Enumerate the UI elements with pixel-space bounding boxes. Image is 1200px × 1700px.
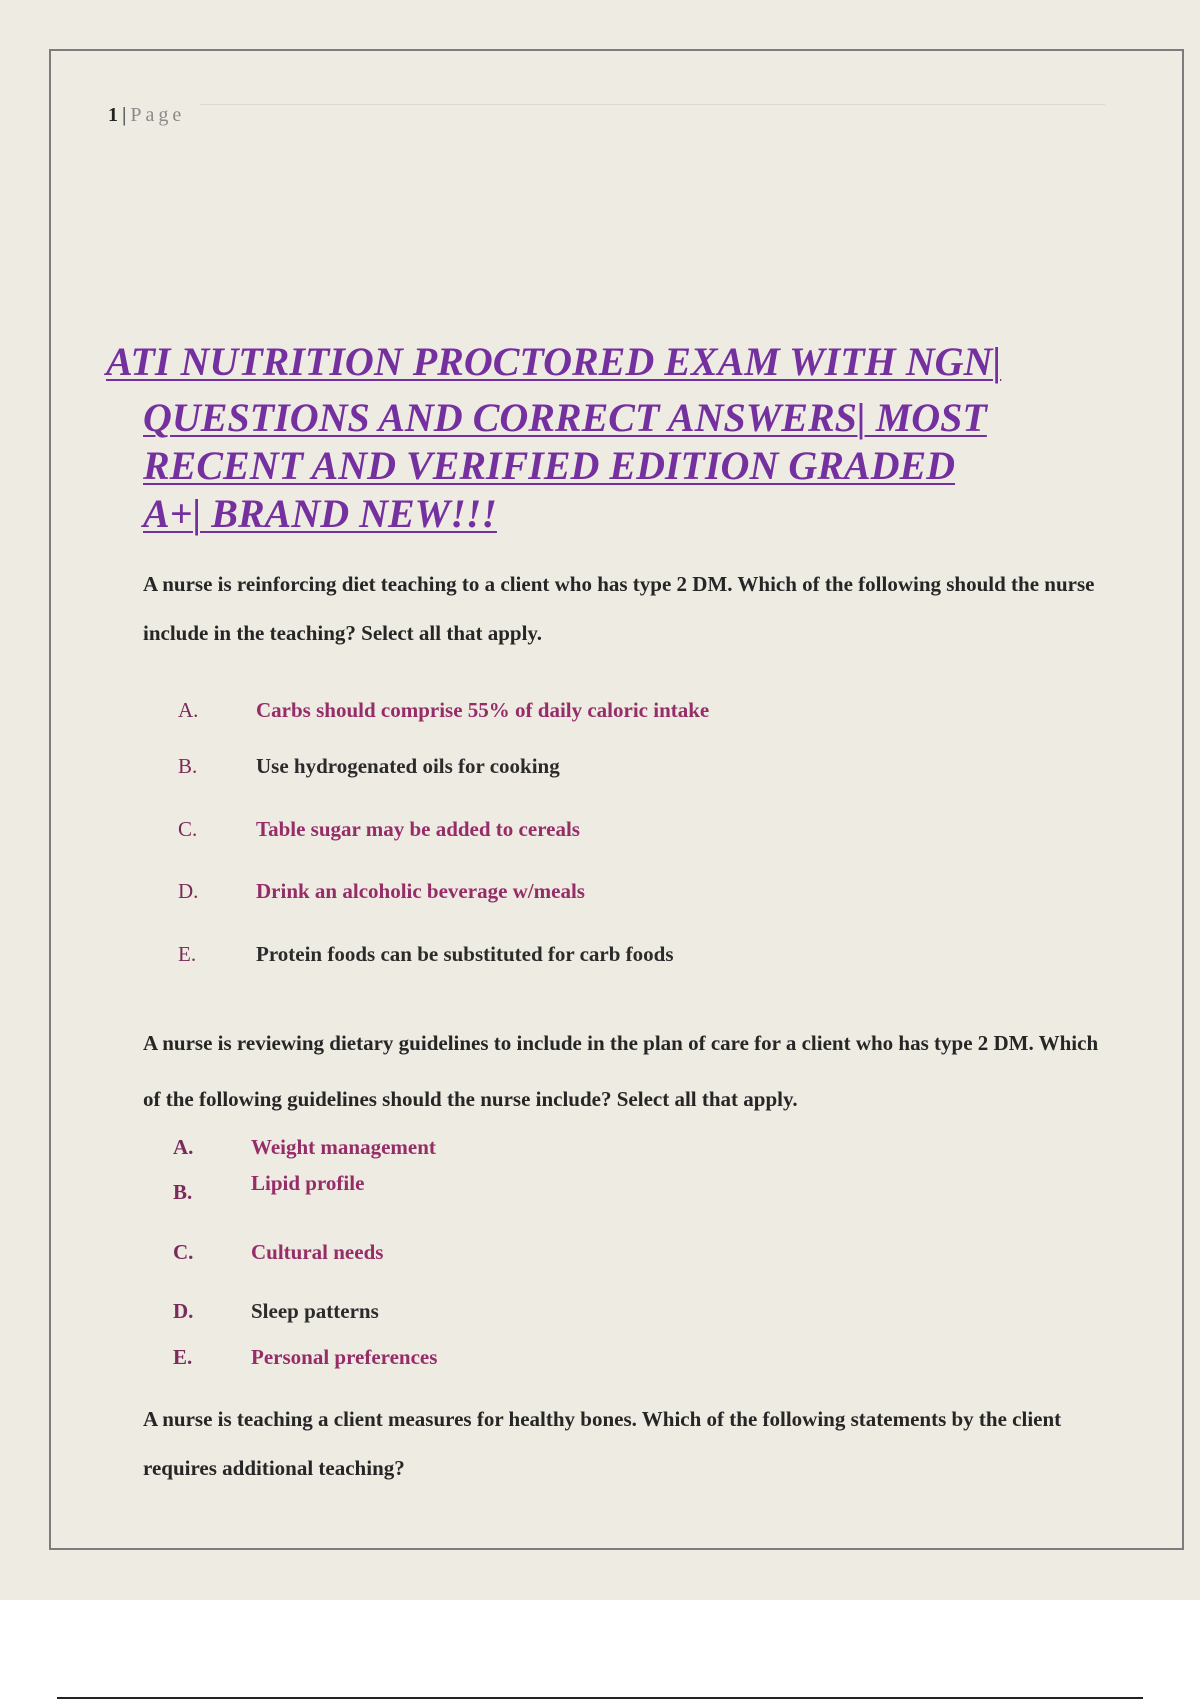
- option-text: Cultural needs: [251, 1240, 384, 1264]
- option-letter: A.: [178, 698, 199, 722]
- title-line-1: ATI NUTRITION PROCTORED EXAM WITH NGN|: [106, 339, 1002, 384]
- page-number: 1: [108, 104, 118, 126]
- title-line-2: QUESTIONS AND CORRECT ANSWERS| MOST: [143, 395, 987, 440]
- page-border: [49, 49, 1184, 1550]
- page-label: Page: [130, 104, 186, 126]
- question-1-text: A nurse is reinforcing diet teaching to a client who has type 2 DM. Which of the following should the nurse include in the teaching? Select all that apply.: [143, 572, 1095, 645]
- option-letter: B.: [178, 754, 198, 778]
- option-text: Protein foods can be substituted for carb foods: [256, 942, 674, 966]
- question-3-text: A nurse is teaching a client measures for healthy bones. Which of the following statements by the client requires additional teaching?: [143, 1407, 1062, 1480]
- option-text: Carbs should comprise 55% of daily caloric intake: [256, 698, 710, 722]
- header-separator: |: [122, 104, 127, 126]
- question-2-text: A nurse is reviewing dietary guidelines to include in the plan of care for a client who has type 2 DM. Which of the following guidelines should the nurse include? Select all that apply.: [143, 1031, 1099, 1111]
- option-text: Drink an alcoholic beverage w/meals: [256, 879, 585, 903]
- option-letter: C.: [178, 817, 198, 841]
- page-header: [108, 104, 185, 127]
- option-text: Use hydrogenated oils for cooking: [256, 754, 560, 778]
- title-line-4: A+| BRAND NEW!!!: [143, 491, 497, 536]
- option-letter: C.: [173, 1240, 194, 1264]
- option-text: Sleep patterns: [251, 1299, 379, 1323]
- option-text: Weight management: [251, 1135, 436, 1159]
- option-letter: D.: [178, 879, 199, 903]
- option-letter: D.: [173, 1299, 194, 1323]
- option-letter: B.: [173, 1180, 193, 1204]
- option-letter: E.: [173, 1345, 193, 1369]
- option-text: Table sugar may be added to cereals: [256, 817, 580, 841]
- option-text: Personal preferences: [251, 1345, 438, 1369]
- option-letter: E.: [178, 942, 197, 966]
- title-line-3: RECENT AND VERIFIED EDITION GRADED: [143, 443, 956, 488]
- option-letter: A.: [173, 1135, 194, 1159]
- option-text: Lipid profile: [251, 1171, 365, 1195]
- header-divider: [200, 104, 1105, 105]
- bottom-divider: [57, 1697, 1143, 1699]
- document-title: [106, 338, 1086, 538]
